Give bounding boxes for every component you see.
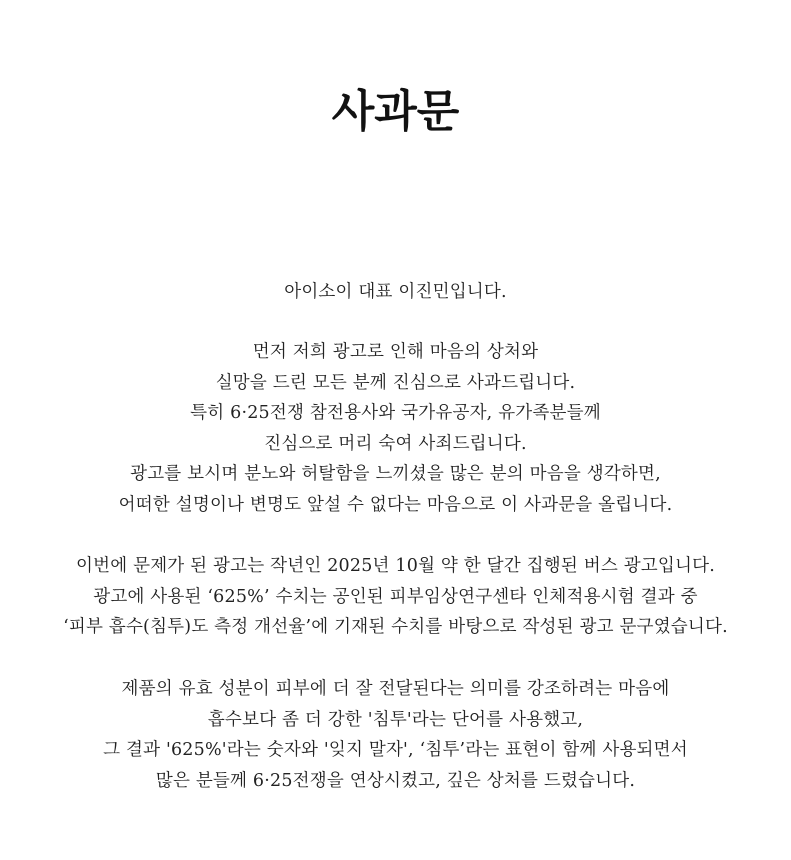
ad-explanation-paragraph xyxy=(0,551,791,643)
paragraph-line: 어떠한 설명이나 변명도 앞설 수 없다는 마음으로 이 사과문을 올립니다. xyxy=(118,494,673,515)
paragraph-line: 광고를 보시며 분노와 허탈함을 느끼셨을 많은 분의 마음을 생각하면, xyxy=(130,464,661,484)
paragraph-line: ‘피부 흡수(침투)도 측정 개선율’에 기재된 수치를 바탕으로 작성된 광고 문구였습니다. xyxy=(63,617,728,637)
paragraph-line: 제품의 유효 성분이 피부에 더 잘 전달된다는 의미를 강조하려는 마음에 xyxy=(121,679,670,699)
apology-paragraph xyxy=(0,337,791,520)
page-title: 사과문 xyxy=(331,86,460,137)
paragraph-line: 진심으로 머리 숙여 사죄드립니다. xyxy=(264,433,527,454)
paragraph-line: 그 결과 '625%'라는 숫자와 '잊지 말자', ‘침투’라는 표현이 함께 사용되면서 xyxy=(103,740,688,760)
paragraph-line: 이번에 문제가 된 광고는 작년인 2025년 10월 약 한 달간 집행된 버스 광고입니다. xyxy=(76,556,715,576)
paragraph-line: 먼저 저희 광고로 인해 마음의 상처와 xyxy=(252,342,539,362)
intro-line: 아이소이 대표 이진민입니다. xyxy=(284,282,507,302)
wording-explanation-paragraph xyxy=(0,674,791,796)
paragraph-line: 많은 분들께 6·25전쟁을 연상시켰고, 깊은 상처를 드렸습니다. xyxy=(155,770,636,791)
intro-paragraph xyxy=(0,277,791,308)
paragraph-line: 흡수보다 좀 더 강한 '침투'라는 단어를 사용했고, xyxy=(207,709,584,730)
paragraph-line: 광고에 사용된 ‘625%’ 수치는 공인된 피부임상연구센타 인체적용시험 결과 중 xyxy=(93,586,698,607)
paragraph-line: 특히 6·25전쟁 참전용사와 국가유공자, 유가족분들께 xyxy=(190,403,601,423)
paragraph-line: 실망을 드린 모든 분께 진심으로 사과드립니다. xyxy=(215,372,576,393)
